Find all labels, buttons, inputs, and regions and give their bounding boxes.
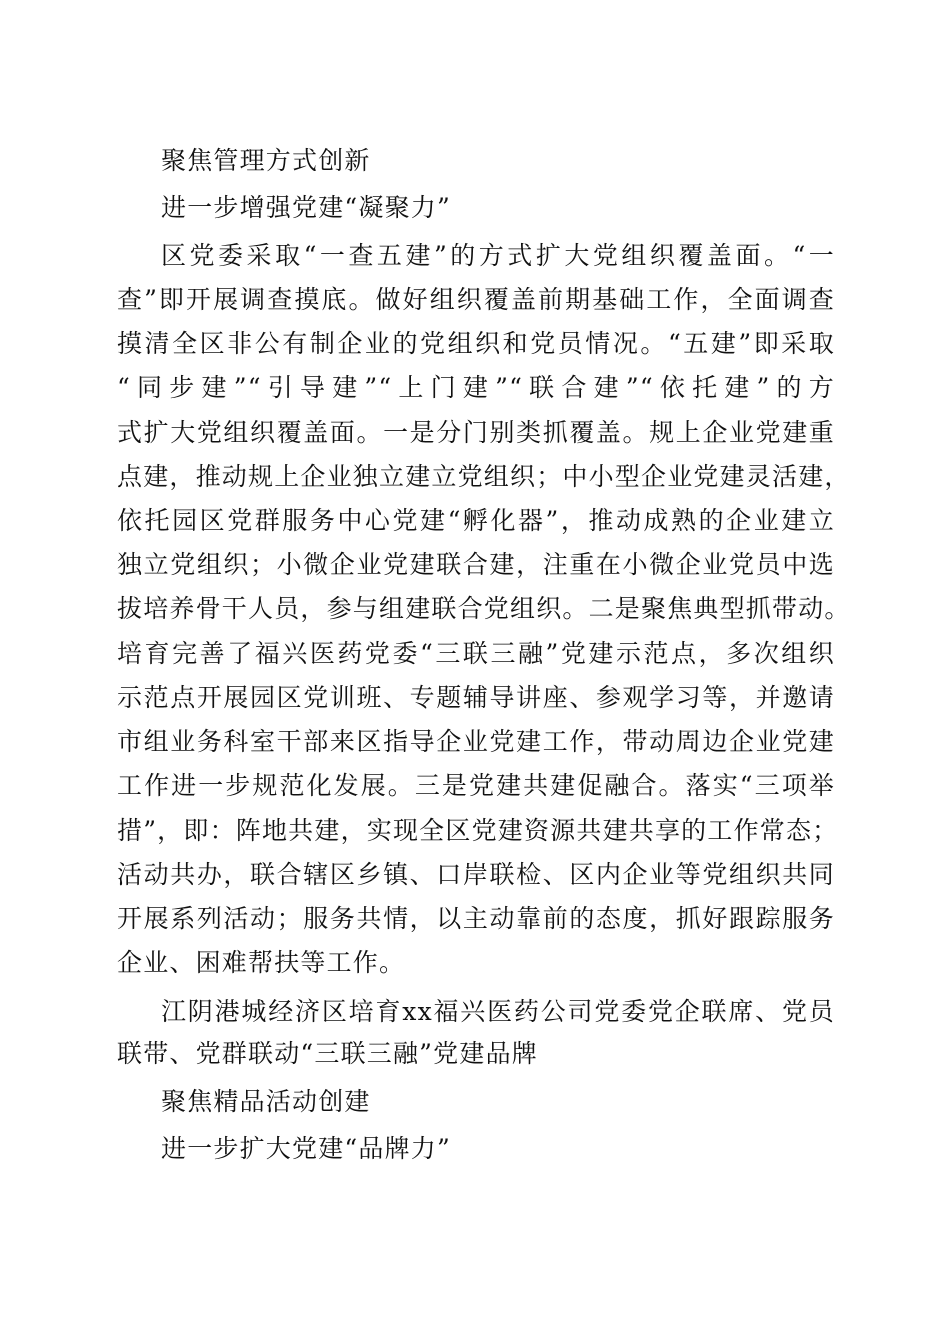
paragraph-line: 点建，推动规上企业独立建立党组织；中小型企业党建灵活建， bbox=[117, 462, 851, 491]
paragraph-line: 区党委采取“一查五建”的方式扩大党组织覆盖面。“一 bbox=[161, 241, 835, 270]
paragraph-line: 依托园区党群服务中心党建“孵化器”，推动成熟的企业建立 bbox=[117, 506, 835, 535]
section-subheading: 进一步扩大党建“品牌力” bbox=[161, 1134, 451, 1163]
paragraph-line: 工作进一步规范化发展。三是党建共建促融合。落实“三项举 bbox=[117, 771, 835, 800]
paragraph-line: 活动共办，联合辖区乡镇、口岸联检、区内企业等党组织共同 bbox=[117, 860, 835, 889]
paragraph-line: “同步建”“引导建”“上门建”“联合建”“依托建”的方 bbox=[117, 373, 835, 402]
paragraph-line: 开展系列活动；服务共情，以主动靠前的态度，抓好跟踪服务 bbox=[117, 904, 835, 933]
section-heading: 聚焦精品活动创建 bbox=[161, 1087, 371, 1116]
paragraph-line: 独立党组织；小微企业党建联合建，注重在小微企业党员中选 bbox=[117, 550, 835, 579]
caption-line: 联带、党群联动“三联三融”党建品牌 bbox=[117, 1039, 538, 1068]
paragraph-line: 查”即开展调查摸底。做好组织覆盖前期基础工作，全面调查 bbox=[117, 285, 835, 314]
paragraph-line: 市组业务科室干部来区指导企业党建工作，带动周边企业党建 bbox=[117, 727, 835, 756]
caption-line: 江阴港城经济区培育xx福兴医药公司党委党企联席、党员 bbox=[161, 997, 835, 1026]
section-heading: 聚焦管理方式创新 bbox=[161, 146, 371, 175]
paragraph-line-last: 企业、困难帮扶等工作。 bbox=[117, 948, 406, 977]
paragraph-line: 摸清全区非公有制企业的党组织和党员情况。“五建”即采取 bbox=[117, 329, 835, 358]
paragraph-line: 示范点开展园区党训班、专题辅导讲座、参观学习等，并邀请 bbox=[117, 683, 835, 712]
paragraph-line: 式扩大党组织覆盖面。一是分门别类抓覆盖。规上企业党建重 bbox=[117, 418, 835, 447]
paragraph-line: 措”，即：阵地共建，实现全区党建资源共建共享的工作常态； bbox=[117, 816, 839, 845]
section-subheading: 进一步增强党建“凝聚力” bbox=[161, 193, 451, 222]
paragraph-line: 拔培养骨干人员，参与组建联合党组织。二是聚焦典型抓带动。 bbox=[117, 594, 851, 623]
paragraph-line: 培育完善了福兴医药党委“三联三融”党建示范点，多次组织 bbox=[117, 639, 835, 668]
